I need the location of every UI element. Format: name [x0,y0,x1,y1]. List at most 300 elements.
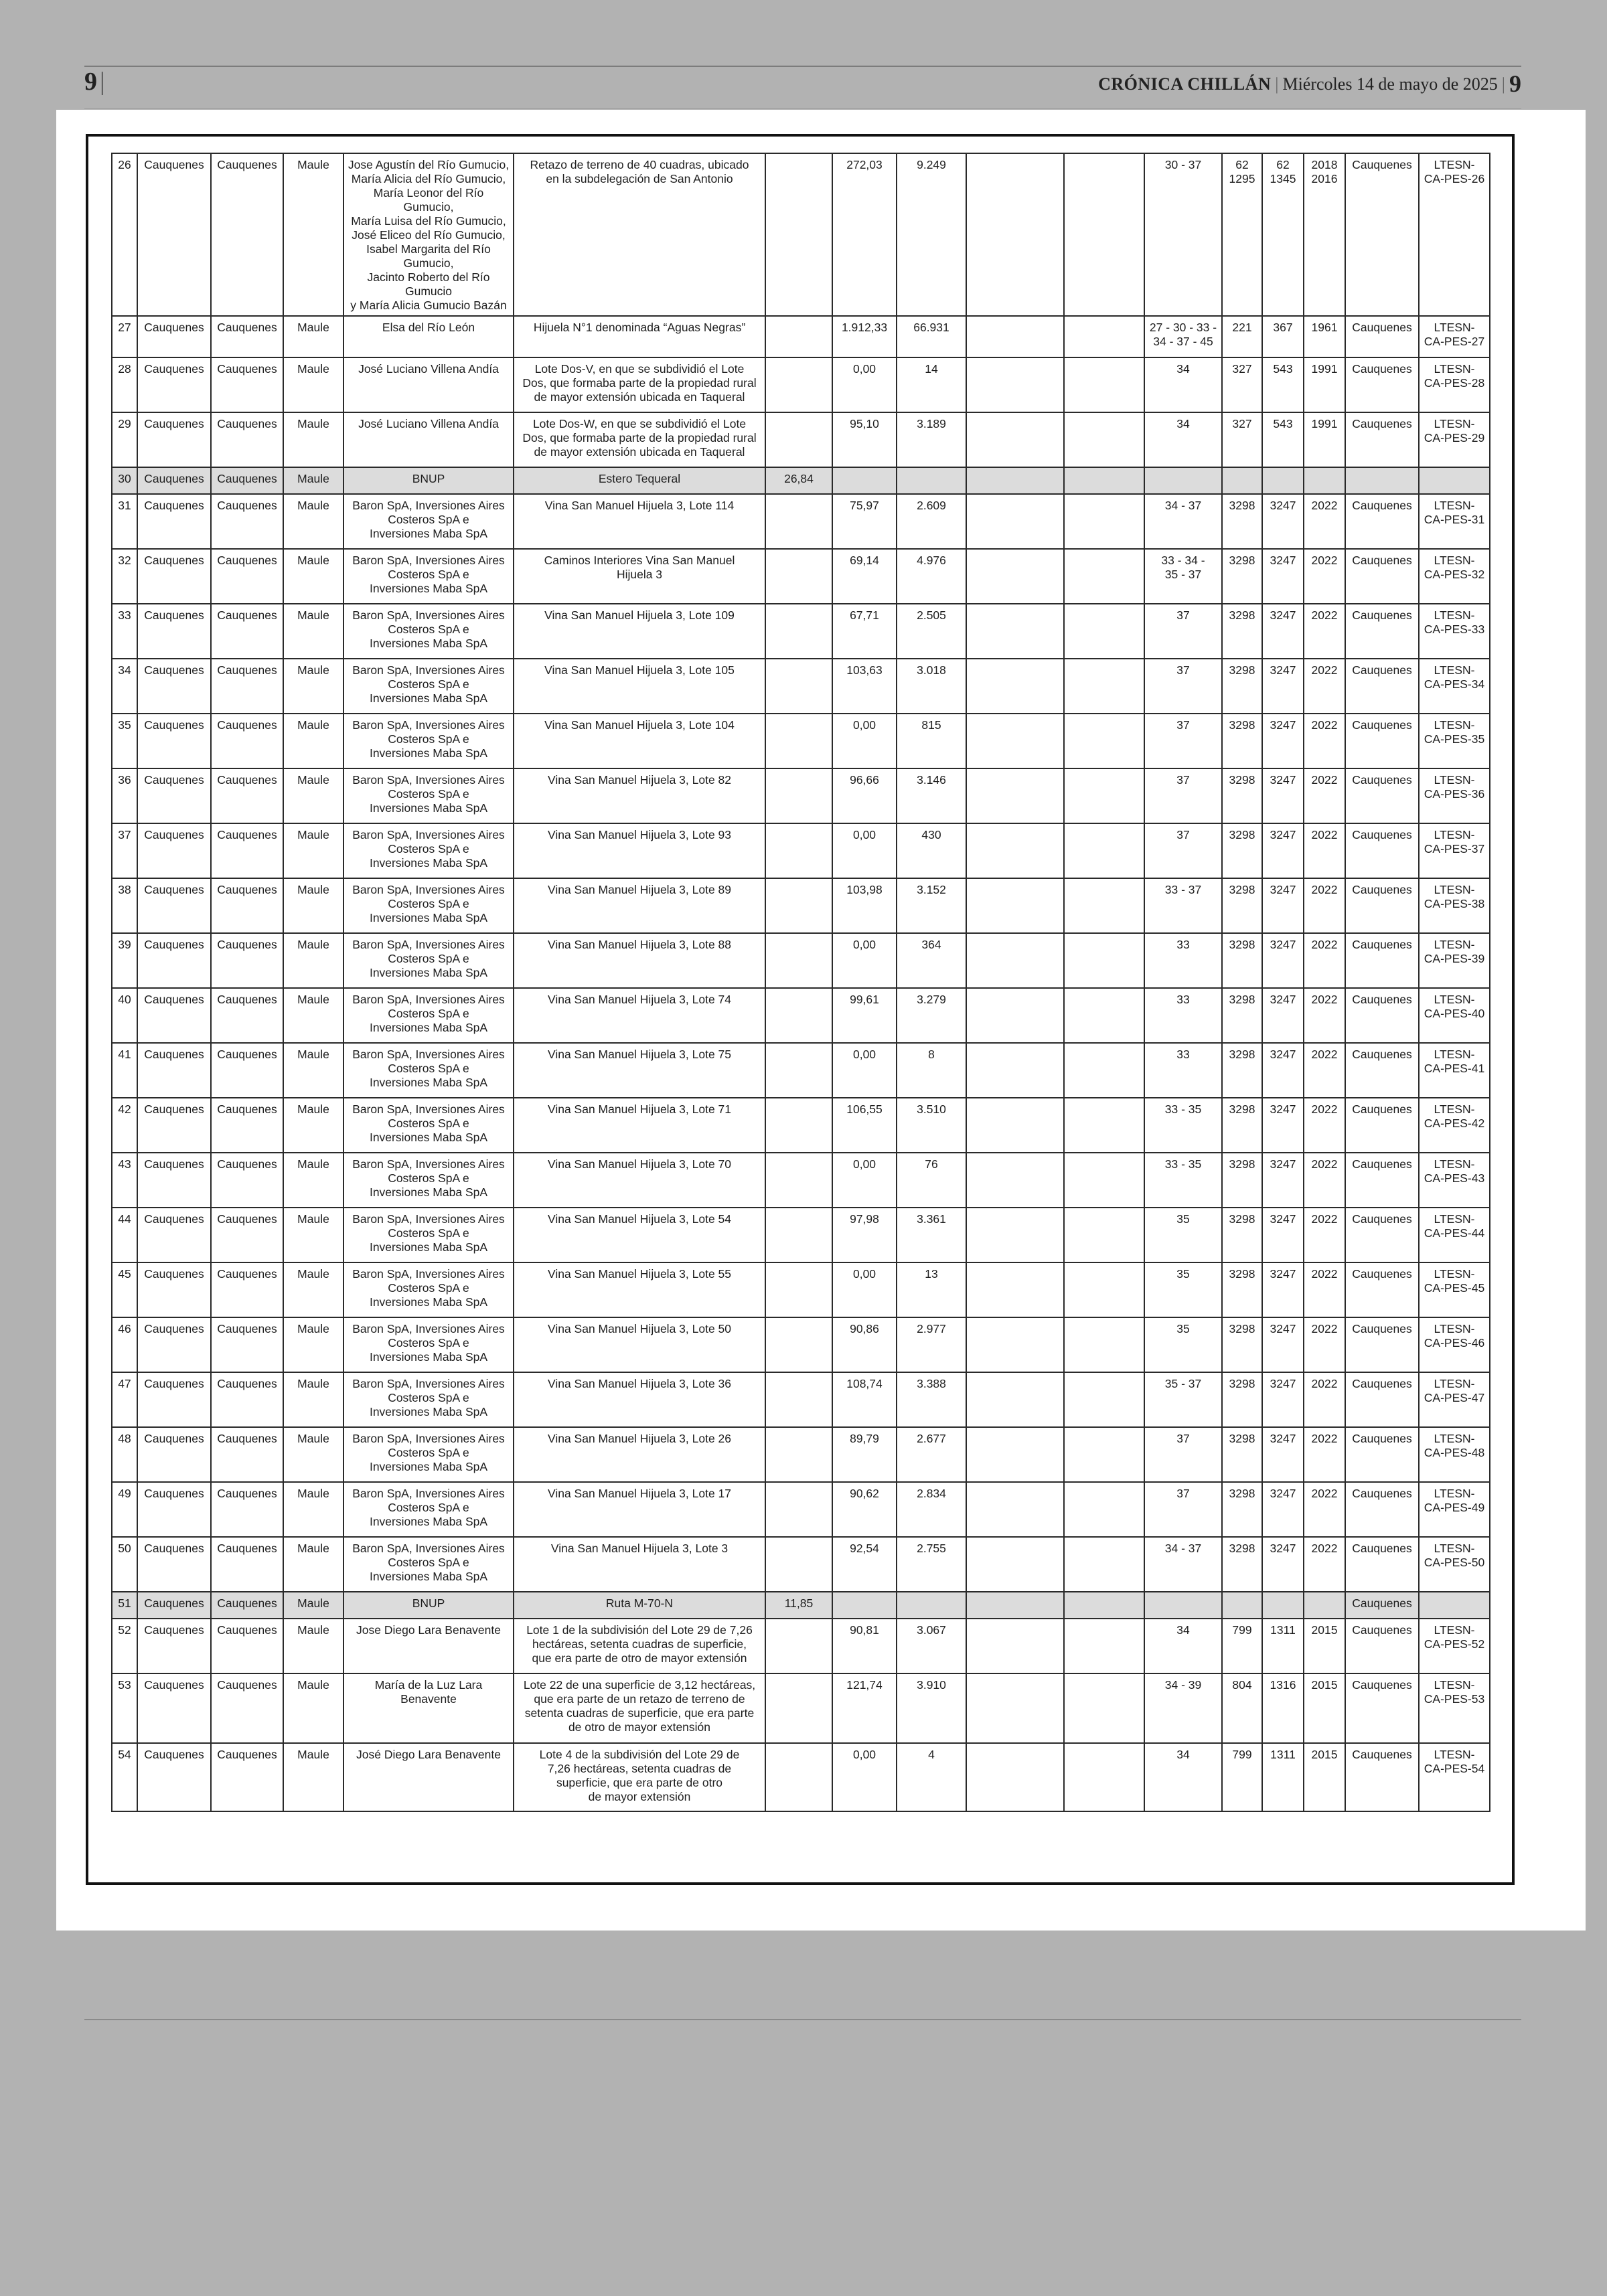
page-number-right: 9 [1509,70,1521,97]
commune-cell: Cauquenes [211,659,283,714]
area-bnup-cell [765,1098,832,1153]
table-row [112,153,1490,316]
year-cell: 2022 [1304,1043,1345,1098]
number-cell: 3247 [1262,1098,1304,1153]
property-description-cell: Vina San Manuel Hijuela 3, Lote 75 [514,1043,765,1098]
number-cell: 3247 [1262,549,1304,604]
area-affected-cell: 106,55 [832,1098,897,1153]
table-row [112,604,1490,659]
region-cell: Maule [283,1098,343,1153]
region-cell: Maule [283,1317,343,1372]
number-cell: 3247 [1262,1208,1304,1262]
area-total-cell [897,1592,966,1619]
property-description-cell: Vina San Manuel Hijuela 3, Lote 114 [514,494,765,549]
fojas-cell: 3298 [1222,1262,1262,1317]
area-affected-cell: 1.912,33 [832,316,897,357]
region-cell: Maule [283,1482,343,1537]
fojas-cell: 3298 [1222,1317,1262,1372]
registry-cell: Cauquenes [1345,1592,1419,1619]
area-bnup-cell [765,1619,832,1673]
area-bnup-cell [765,1372,832,1427]
area-total-cell: 3.388 [897,1372,966,1427]
registry-cell: Cauquenes [1345,1208,1419,1262]
table-row [112,1153,1490,1208]
lot-code-cell: LTESN- CA-PES-29 [1419,412,1490,467]
tower-range-cell: 34 - 39 [1144,1673,1222,1743]
number-cell: 62 1345 [1262,153,1304,316]
area-total-cell: 3.361 [897,1208,966,1262]
area-affected-cell: 97,98 [832,1208,897,1262]
header-top-rule [84,66,1521,67]
owner-cell: Baron SpA, Inversiones Aires Costeros SpA e Inversiones Maba SpA [343,1262,514,1317]
lot-code-cell: LTESN- CA-PES-35 [1419,714,1490,768]
area-affected-cell: 69,14 [832,549,897,604]
row-number: 38 [112,878,137,933]
fojas-cell: 327 [1222,357,1262,412]
property-description-cell: Vina San Manuel Hijuela 3, Lote 26 [514,1427,765,1482]
blank-cell-a [966,823,1064,878]
region-cell: Maule [283,1537,343,1592]
province-cell: Cauquenes [137,316,211,357]
lot-code-cell: LTESN- CA-PES-50 [1419,1537,1490,1592]
area-bnup-cell [765,1262,832,1317]
lot-code-cell: LTESN- CA-PES-27 [1419,316,1490,357]
owner-cell: José Diego Lara Benavente [343,1743,514,1811]
area-affected-cell: 0,00 [832,714,897,768]
lot-code-cell: LTESN- CA-PES-26 [1419,153,1490,316]
commune-cell: Cauquenes [211,316,283,357]
fojas-cell: 3298 [1222,1153,1262,1208]
lot-code-cell [1419,467,1490,494]
area-affected-cell: 103,98 [832,878,897,933]
table-row [112,1317,1490,1372]
area-bnup-cell [765,1743,832,1811]
area-bnup-cell [765,1673,832,1743]
area-bnup-cell [765,1043,832,1098]
registry-cell: Cauquenes [1345,494,1419,549]
lot-code-cell: LTESN- CA-PES-49 [1419,1482,1490,1537]
owner-cell: José Luciano Villena Andía [343,357,514,412]
table-row [112,467,1490,494]
blank-cell-a [966,1043,1064,1098]
region-cell: Maule [283,1427,343,1482]
property-description-cell: Vina San Manuel Hijuela 3, Lote 70 [514,1153,765,1208]
owner-cell: Baron SpA, Inversiones Aires Costeros SpA e Inversiones Maba SpA [343,1482,514,1537]
table-row [112,878,1490,933]
blank-cell-b [1064,1619,1144,1673]
blank-cell-a [966,1673,1064,1743]
year-cell: 1991 [1304,357,1345,412]
property-description-cell: Vina San Manuel Hijuela 3, Lote 89 [514,878,765,933]
owner-cell: Baron SpA, Inversiones Aires Costeros SpA e Inversiones Maba SpA [343,988,514,1043]
fojas-cell: 3298 [1222,823,1262,878]
registry-cell: Cauquenes [1345,714,1419,768]
blank-cell-b [1064,933,1144,988]
area-bnup-cell [765,659,832,714]
registry-cell: Cauquenes [1345,153,1419,316]
number-cell: 3247 [1262,988,1304,1043]
blank-cell-b [1064,714,1144,768]
province-cell: Cauquenes [137,1098,211,1153]
footer-rule [84,2019,1521,2020]
commune-cell: Cauquenes [211,823,283,878]
number-cell: 3247 [1262,1427,1304,1482]
area-total-cell: 3.910 [897,1673,966,1743]
blank-cell-a [966,1317,1064,1372]
fojas-cell [1222,1592,1262,1619]
table-row [112,1372,1490,1427]
registry-cell: Cauquenes [1345,1427,1419,1482]
area-bnup-cell [765,316,832,357]
tower-range-cell: 37 [1144,714,1222,768]
commune-cell: Cauquenes [211,1372,283,1427]
area-total-cell: 3.067 [897,1619,966,1673]
area-bnup-cell: 11,85 [765,1592,832,1619]
registry-cell: Cauquenes [1345,1098,1419,1153]
area-total-cell: 2.609 [897,494,966,549]
blank-cell-b [1064,1482,1144,1537]
area-total-cell: 3.279 [897,988,966,1043]
owner-cell: Baron SpA, Inversiones Aires Costeros SpA e Inversiones Maba SpA [343,1043,514,1098]
blank-cell-a [966,1619,1064,1673]
year-cell: 2022 [1304,714,1345,768]
blank-cell-a [966,1537,1064,1592]
row-number: 32 [112,549,137,604]
property-description-cell: Vina San Manuel Hijuela 3, Lote 50 [514,1317,765,1372]
tower-range-cell: 34 - 37 [1144,494,1222,549]
blank-cell-b [1064,1673,1144,1743]
area-affected-cell: 67,71 [832,604,897,659]
commune-cell: Cauquenes [211,988,283,1043]
number-cell: 543 [1262,357,1304,412]
lot-code-cell: LTESN- CA-PES-42 [1419,1098,1490,1153]
year-cell: 2022 [1304,988,1345,1043]
area-bnup-cell [765,714,832,768]
year-cell: 2022 [1304,1208,1345,1262]
area-affected-cell: 89,79 [832,1427,897,1482]
number-cell: 543 [1262,412,1304,467]
registry-cell: Cauquenes [1345,1673,1419,1743]
blank-cell-a [966,933,1064,988]
tower-range-cell: 33 - 35 [1144,1098,1222,1153]
commune-cell: Cauquenes [211,153,283,316]
province-cell: Cauquenes [137,1427,211,1482]
fojas-cell: 3298 [1222,604,1262,659]
property-description-cell: Hijuela N°1 denominada “Aguas Negras” [514,316,765,357]
tower-range-cell: 34 - 37 [1144,1537,1222,1592]
tower-range-cell [1144,1592,1222,1619]
owner-cell: Baron SpA, Inversiones Aires Costeros SpA e Inversiones Maba SpA [343,604,514,659]
area-total-cell: 76 [897,1153,966,1208]
lot-code-cell: LTESN- CA-PES-38 [1419,878,1490,933]
year-cell: 2022 [1304,1537,1345,1592]
area-total-cell: 66.931 [897,316,966,357]
year-cell: 2022 [1304,878,1345,933]
area-affected-cell: 0,00 [832,823,897,878]
blank-cell-a [966,549,1064,604]
region-cell: Maule [283,823,343,878]
blank-cell-b [1064,412,1144,467]
commune-cell: Cauquenes [211,878,283,933]
fojas-cell: 3298 [1222,1043,1262,1098]
area-total-cell: 430 [897,823,966,878]
commune-cell: Cauquenes [211,714,283,768]
property-description-cell: Vina San Manuel Hijuela 3, Lote 74 [514,988,765,1043]
region-cell: Maule [283,1372,343,1427]
header-bottom-rule [84,108,1521,109]
table-row [112,1592,1490,1619]
table-row [112,494,1490,549]
number-cell [1262,1592,1304,1619]
region-cell: Maule [283,604,343,659]
area-total-cell: 3.510 [897,1098,966,1153]
area-total-cell: 2.505 [897,604,966,659]
lot-code-cell: LTESN- CA-PES-33 [1419,604,1490,659]
area-total-cell: 3.152 [897,878,966,933]
area-bnup-cell: 26,84 [765,467,832,494]
owner-cell: Baron SpA, Inversiones Aires Costeros SpA e Inversiones Maba SpA [343,549,514,604]
blank-cell-a [966,768,1064,823]
blank-cell-b [1064,1262,1144,1317]
blank-cell-a [966,1743,1064,1811]
row-number: 29 [112,412,137,467]
region-cell: Maule [283,933,343,988]
fojas-cell: 799 [1222,1619,1262,1673]
province-cell: Cauquenes [137,1262,211,1317]
registry-cell: Cauquenes [1345,1537,1419,1592]
area-bnup-cell [765,988,832,1043]
province-cell: Cauquenes [137,1153,211,1208]
lot-code-cell: LTESN- CA-PES-54 [1419,1743,1490,1811]
row-number: 40 [112,988,137,1043]
year-cell: 2022 [1304,1262,1345,1317]
registry-cell: Cauquenes [1345,604,1419,659]
area-bnup-cell [765,1153,832,1208]
lot-code-cell: LTESN- CA-PES-39 [1419,933,1490,988]
owner-cell: Baron SpA, Inversiones Aires Costeros SpA e Inversiones Maba SpA [343,714,514,768]
owner-cell: BNUP [343,467,514,494]
area-affected-cell: 75,97 [832,494,897,549]
commune-cell: Cauquenes [211,1317,283,1372]
blank-cell-b [1064,988,1144,1043]
row-number: 46 [112,1317,137,1372]
province-cell: Cauquenes [137,1317,211,1372]
row-number: 28 [112,357,137,412]
region-cell: Maule [283,412,343,467]
commune-cell: Cauquenes [211,1098,283,1153]
tower-range-cell: 33 [1144,988,1222,1043]
commune-cell: Cauquenes [211,933,283,988]
year-cell: 2018 2016 [1304,153,1345,316]
tower-range-cell: 37 [1144,1427,1222,1482]
tower-range-cell: 33 [1144,933,1222,988]
registry-cell: Cauquenes [1345,1619,1419,1673]
registry-cell: Cauquenes [1345,768,1419,823]
blank-cell-a [966,714,1064,768]
property-description-cell: Vina San Manuel Hijuela 3, Lote 54 [514,1208,765,1262]
table-row [112,549,1490,604]
fojas-cell: 3298 [1222,1098,1262,1153]
commune-cell: Cauquenes [211,494,283,549]
year-cell: 2015 [1304,1743,1345,1811]
owner-cell: Baron SpA, Inversiones Aires Costeros SpA e Inversiones Maba SpA [343,933,514,988]
owner-cell: Baron SpA, Inversiones Aires Costeros SpA e Inversiones Maba SpA [343,768,514,823]
property-description-cell: Vina San Manuel Hijuela 3, Lote 93 [514,823,765,878]
property-description-cell: Vina San Manuel Hijuela 3, Lote 36 [514,1372,765,1427]
province-cell: Cauquenes [137,357,211,412]
number-cell: 1316 [1262,1673,1304,1743]
owner-cell: Baron SpA, Inversiones Aires Costeros SpA e Inversiones Maba SpA [343,1372,514,1427]
fojas-cell: 3298 [1222,878,1262,933]
fojas-cell: 804 [1222,1673,1262,1743]
area-affected-cell: 0,00 [832,1153,897,1208]
number-cell: 1311 [1262,1619,1304,1673]
province-cell: Cauquenes [137,768,211,823]
year-cell [1304,467,1345,494]
blank-cell-b [1064,1372,1144,1427]
year-cell: 1961 [1304,316,1345,357]
owner-cell: José Luciano Villena Andía [343,412,514,467]
number-cell: 3247 [1262,823,1304,878]
fojas-cell: 221 [1222,316,1262,357]
owner-cell: Baron SpA, Inversiones Aires Costeros SpA e Inversiones Maba SpA [343,1153,514,1208]
tower-range-cell: 34 [1144,412,1222,467]
row-number: 41 [112,1043,137,1098]
province-cell: Cauquenes [137,549,211,604]
area-bnup-cell [765,1208,832,1262]
registry-cell: Cauquenes [1345,412,1419,467]
area-bnup-cell [765,823,832,878]
blank-cell-b [1064,1317,1144,1372]
registry-cell [1345,467,1419,494]
area-total-cell: 4.976 [897,549,966,604]
number-cell: 3247 [1262,1537,1304,1592]
province-cell: Cauquenes [137,604,211,659]
area-affected-cell: 95,10 [832,412,897,467]
row-number: 27 [112,316,137,357]
row-number: 43 [112,1153,137,1208]
registry-cell: Cauquenes [1345,549,1419,604]
blank-cell-b [1064,549,1144,604]
header-publication-line: CRÓNICA CHILLÁN | Miércoles 14 de mayo de 2025 | 9 [1098,70,1521,97]
region-cell: Maule [283,1153,343,1208]
table-row [112,768,1490,823]
province-cell: Cauquenes [137,988,211,1043]
blank-cell-a [966,1592,1064,1619]
row-number: 35 [112,714,137,768]
province-cell: Cauquenes [137,153,211,316]
fojas-cell: 3298 [1222,1427,1262,1482]
area-total-cell: 2.977 [897,1317,966,1372]
area-total-cell: 2.677 [897,1427,966,1482]
tower-range-cell: 33 - 37 [1144,878,1222,933]
number-cell: 3247 [1262,604,1304,659]
number-cell: 1311 [1262,1743,1304,1811]
number-cell: 3247 [1262,659,1304,714]
page-number-left-value: 9 [84,68,97,96]
owner-cell: Baron SpA, Inversiones Aires Costeros SpA e Inversiones Maba SpA [343,1317,514,1372]
province-cell: Cauquenes [137,1673,211,1743]
row-number: 36 [112,768,137,823]
owner-cell: Baron SpA, Inversiones Aires Costeros SpA e Inversiones Maba SpA [343,494,514,549]
year-cell: 2022 [1304,494,1345,549]
blank-cell-a [966,1427,1064,1482]
row-number: 44 [112,1208,137,1262]
tower-range-cell: 37 [1144,659,1222,714]
fojas-cell [1222,467,1262,494]
region-cell: Maule [283,1619,343,1673]
registry-cell: Cauquenes [1345,357,1419,412]
registry-cell: Cauquenes [1345,659,1419,714]
registry-cell: Cauquenes [1345,1262,1419,1317]
area-total-cell: 3.189 [897,412,966,467]
province-cell: Cauquenes [137,714,211,768]
property-description-cell: Vina San Manuel Hijuela 3, Lote 82 [514,768,765,823]
area-affected-cell: 121,74 [832,1673,897,1743]
table-row [112,316,1490,357]
year-cell: 2022 [1304,1482,1345,1537]
commune-cell: Cauquenes [211,1262,283,1317]
region-cell: Maule [283,494,343,549]
province-cell: Cauquenes [137,878,211,933]
commune-cell: Cauquenes [211,412,283,467]
blank-cell-b [1064,878,1144,933]
owner-cell: Baron SpA, Inversiones Aires Costeros SpA e Inversiones Maba SpA [343,1208,514,1262]
page-number-left: 9 | [84,68,105,96]
row-number: 53 [112,1673,137,1743]
year-cell: 2022 [1304,659,1345,714]
fojas-cell: 3298 [1222,494,1262,549]
area-total-cell: 364 [897,933,966,988]
tower-range-cell: 30 - 37 [1144,153,1222,316]
blank-cell-a [966,1482,1064,1537]
area-bnup-cell [765,549,832,604]
owner-cell: Baron SpA, Inversiones Aires Costeros SpA e Inversiones Maba SpA [343,1427,514,1482]
commune-cell: Cauquenes [211,1592,283,1619]
area-total-cell: 13 [897,1262,966,1317]
owner-cell: Baron SpA, Inversiones Aires Costeros SpA e Inversiones Maba SpA [343,878,514,933]
property-description-cell: Vina San Manuel Hijuela 3, Lote 105 [514,659,765,714]
lot-code-cell: LTESN- CA-PES-36 [1419,768,1490,823]
region-cell: Maule [283,316,343,357]
fojas-cell: 3298 [1222,1482,1262,1537]
lot-code-cell: LTESN- CA-PES-28 [1419,357,1490,412]
tower-range-cell: 33 [1144,1043,1222,1098]
commune-cell: Cauquenes [211,768,283,823]
area-affected-cell: 0,00 [832,1043,897,1098]
tower-range-cell: 27 - 30 - 33 - 34 - 37 - 45 [1144,316,1222,357]
blank-cell-b [1064,1098,1144,1153]
property-description-cell: Vina San Manuel Hijuela 3, Lote 71 [514,1098,765,1153]
blank-cell-b [1064,604,1144,659]
year-cell: 2022 [1304,823,1345,878]
number-cell [1262,467,1304,494]
property-register-table [111,153,1490,1812]
number-cell: 3247 [1262,933,1304,988]
blank-cell-a [966,1372,1064,1427]
table-row [112,933,1490,988]
row-number: 26 [112,153,137,316]
tower-range-cell [1144,467,1222,494]
property-description-cell: Vina San Manuel Hijuela 3, Lote 104 [514,714,765,768]
property-description-cell: Retazo de terreno de 40 cuadras, ubicado en la subdelegación de San Antonio [514,153,765,316]
fojas-cell: 3298 [1222,549,1262,604]
region-cell: Maule [283,1592,343,1619]
row-number: 50 [112,1537,137,1592]
blank-cell-a [966,357,1064,412]
area-affected-cell: 272,03 [832,153,897,316]
fojas-cell: 3298 [1222,659,1262,714]
